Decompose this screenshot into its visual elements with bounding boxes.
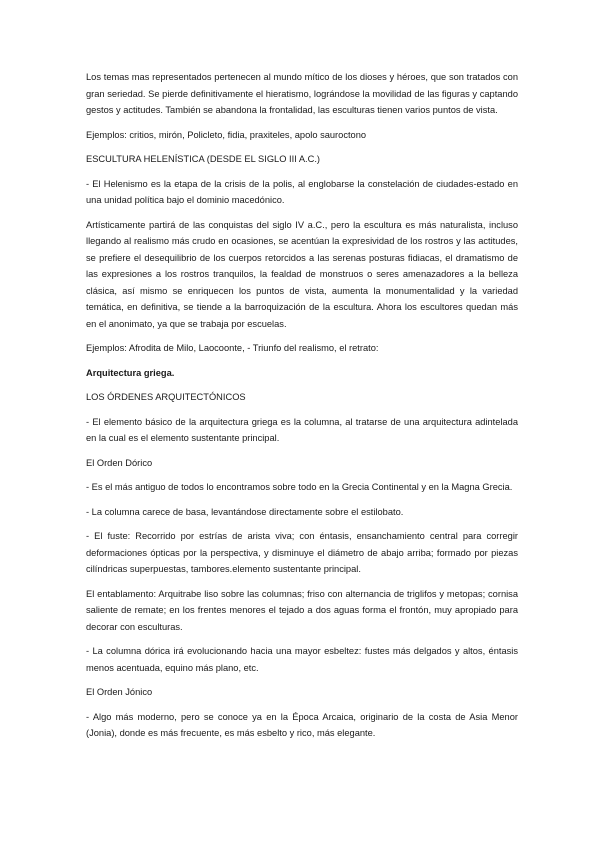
heading-ordenes: LOS ÓRDENES ARQUITECTÓNICOS xyxy=(86,392,246,402)
heading-escultura-helenistica: ESCULTURA HELENÍSTICA (DESDE EL SIGLO III A.C.) xyxy=(86,154,321,164)
document-page xyxy=(86,69,518,750)
paragraph-artisticamente: Artísticamente partirá de las conquistas del siglo IV a.C., pero la escultura es más naturalista, incluso llegando al realismo más crudo en ocasiones, se acentúan la expresividad de los rostros y las actitudes, se prefiere el desequilibrio de los cuerpos retorcidos a las serenas posturas fidiacas, el dramatismo de las expresiones a los rostros tranquilos, la fealdad de monstruos o seres amenazadores a la belleza clásica, así mismo se enriquecen los puntos de vista, aumenta la monumentalidad y la variedad temática, en definitiva, se tiende a la barroquización de la escultura. Ahora los escultores quedan más en el anonimato, ya que se trabaja por escuelas. xyxy=(86,219,518,329)
paragraph-columna: - El elemento básico de la arquitectura griega es la columna, al tratarse de una arquitectura adintelada en la cual es el elemento sustentante principal. xyxy=(86,416,518,443)
paragraph-evolucion: - La columna dórica irá evolucionando hacia una mayor esbeltez: fustes más delgados y altos, éntasis menos acentuada, equino más plano, etc. xyxy=(86,646,518,673)
heading-orden-dorico: El Orden Dórico xyxy=(86,457,153,468)
paragraph-ejemplos-helenistica: Ejemplos: Afrodita de Milo, Laocoonte, - Triunfo del realismo, el retrato: xyxy=(86,343,379,353)
heading-arquitectura-griega: Arquitectura griega. xyxy=(86,367,175,378)
paragraph-dorico-antiguo: - Es el más antiguo de todos lo encontramos sobre todo en la Grecia Continental y en la Magna Grecia. xyxy=(86,482,513,492)
heading-orden-jonico: El Orden Jónico xyxy=(86,687,153,697)
paragraph-fuste: - El fuste: Recorrido por estrías de arista viva; con éntasis, ensanchamiento central para corregir deformaciones ópticas por la perspectiva, y disminuye el diámetro de abajo arriba; formado por piezas cilíndricas superpuestas, tambores.elemento sustentante principal. xyxy=(86,531,518,574)
paragraph-jonico: - Algo más moderno, pero se conoce ya en la Época Arcaica, originario de la costa de Asia Menor (Jonia), donde es más frecuente, es más esbelto y rico, más elegante. xyxy=(86,711,518,738)
paragraph-basa: - La columna carece de basa, levantándose directamente sobre el estilobato. xyxy=(86,506,404,517)
paragraph-ejemplos-clasica: Ejemplos: critios, mirón, Policleto, fidia, praxiteles, apolo sauroctono xyxy=(86,129,367,140)
paragraph-temas: Los temas mas representados pertenecen al mundo mítico de los dioses y héroes, que son tratados con gran seriedad. Se pierde definitivamente el hieratismo, lográndose la movilidad de las figuras y captando gestos y actitudes. También se abandona la frontalidad, las esculturas tienen varios puntos de vista. xyxy=(86,72,518,115)
paragraph-entablamento: El entablamento: Arquitrabe liso sobre las columnas; friso con alternancia de triglifos y metopas; cornisa saliente de remate; en los frentes menores el tejado a dos aguas forma el frontón, muy apropiado para decorar con esculturas. xyxy=(86,588,518,632)
paragraph-helenismo: - El Helenismo es la etapa de la crisis de la polis, al englobarse la constelación de ciudades-estado en una unidad política bajo el dominio macedónico. xyxy=(86,178,518,205)
